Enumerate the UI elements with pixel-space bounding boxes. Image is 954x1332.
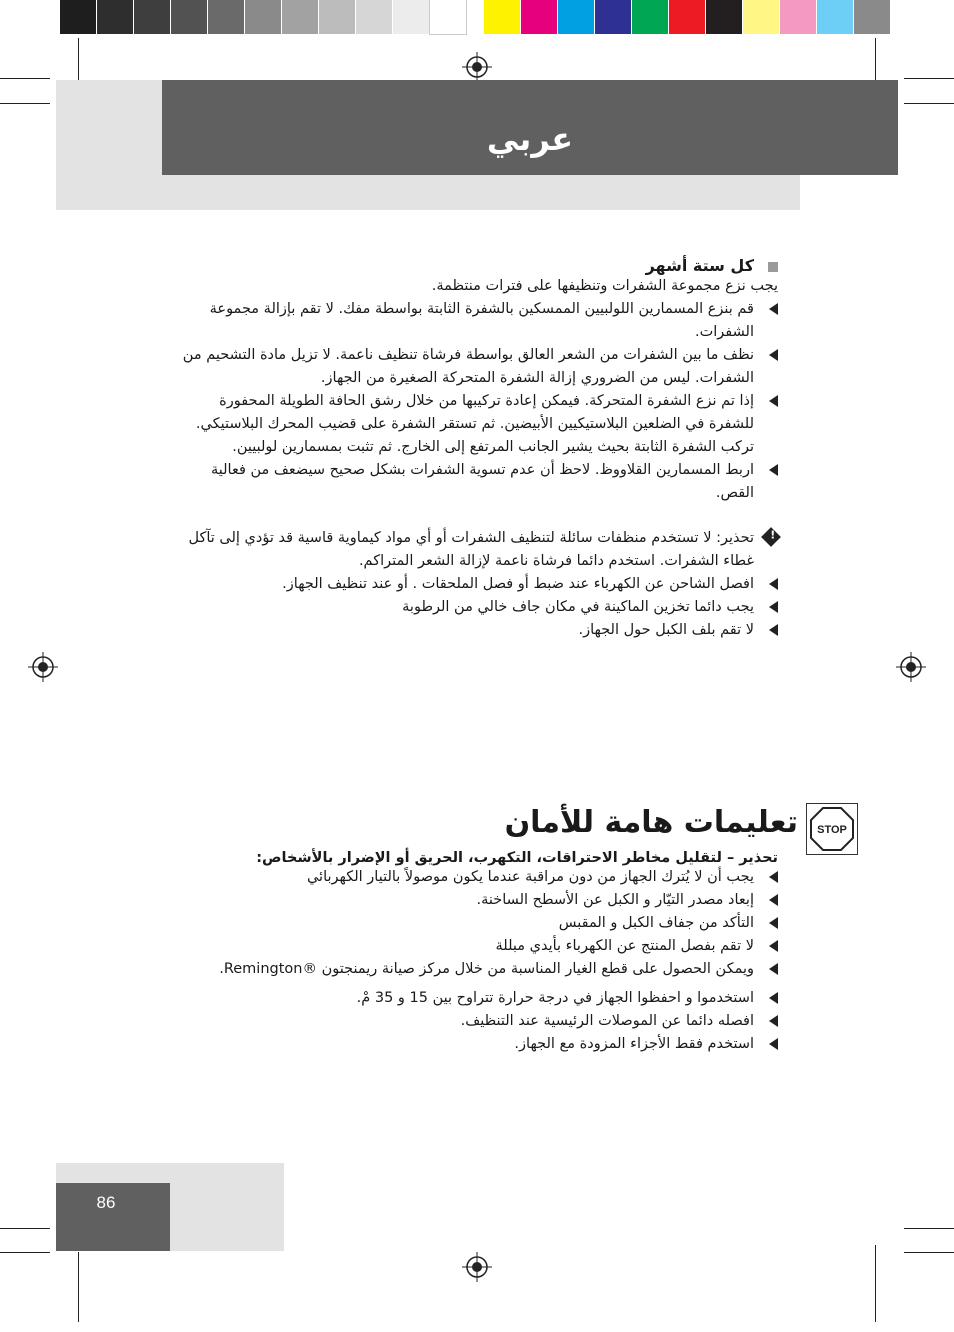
crop-mark: [0, 1228, 50, 1229]
crop-mark: [904, 1228, 954, 1229]
gray-color-bar: [60, 0, 467, 38]
safety-title: تعليمات هامة للأمان: [504, 805, 798, 840]
crop-mark: [78, 1252, 79, 1322]
list-item: لا تقم بفصل المنتج عن الكهرباء بأيدي مبللة: [178, 935, 778, 958]
gray-swatch: [282, 0, 318, 34]
gray-swatch: [60, 0, 96, 34]
crop-mark: [904, 78, 954, 79]
registration-mark-icon: [462, 1252, 492, 1282]
cleaning-title-text: كل ستة أشهر: [645, 256, 754, 275]
warning-icon: !: [761, 527, 781, 547]
process-swatch: [817, 0, 853, 34]
page-number: 86: [96, 1193, 116, 1212]
safety-warning-heading: تحذير – لتقليل مخاطر الاحتراقات، التكهرب، الحريق أو الإضرار بالأشخاص:: [256, 850, 778, 866]
crop-mark: [0, 103, 50, 104]
registration-mark-icon: [896, 652, 926, 682]
crop-mark: [904, 103, 954, 104]
language-title: عربي: [486, 120, 574, 158]
gray-swatch: [171, 0, 207, 34]
cleaning-intro: يجب نزع مجموعة الشفرات وتنظيفها على فترات منتظمة.: [431, 278, 778, 294]
arrow-bullet-icon: [769, 1015, 778, 1027]
crop-mark: [875, 1245, 876, 1322]
list-item: استخدم فقط الأجزاء المزودة مع الجهاز.: [178, 1033, 778, 1056]
list-item: التأكد من جفاف الكبل و المقبس: [178, 912, 778, 935]
process-swatch: [632, 0, 668, 34]
list-item: يجب دائما تخزين الماكينة في مكان جاف خالي من الرطوبة: [178, 596, 778, 619]
list-item: نظف ما بين الشفرات من الشعر العالق بواسطة فرشاة تنظيف ناعمة. لا تزيل مادة التشحيم من الشفرات. ليس من الضروري إزالة الشفرة المتحركة الصغيرة من الجهاز.: [178, 344, 778, 390]
process-swatch: [743, 0, 779, 34]
gray-swatch: [393, 0, 429, 34]
list-item: استخدموا و احفظوا الجهاز في درجة حرارة تتراوح بين 15 و 35 مْ.: [178, 987, 778, 1010]
gray-swatch: [134, 0, 170, 34]
cleaning-section: [178, 256, 778, 642]
arrow-bullet-icon: [769, 395, 778, 407]
list-item: يجب أن لا يُترك الجهاز من دون مراقبة عندما يكون موصولاً بالتيار الكهربائي: [178, 866, 778, 889]
list-item: اربط المسمارين القلاووظ. لاحظ أن عدم تسوية الشفرات بشكل صحيح سيضعف من فعالية القص.: [178, 459, 778, 505]
process-swatch: [780, 0, 816, 34]
gray-swatch: [97, 0, 133, 34]
list-item: افصل الشاحن عن الكهرباء عند ضبط أو فصل الملحقات . أو عند تنظيف الجهاز.: [178, 573, 778, 596]
cleaning-steps-list: [178, 298, 778, 505]
arrow-bullet-icon: [769, 1038, 778, 1050]
arrow-bullet-icon: [769, 624, 778, 636]
crop-mark: [0, 1252, 50, 1253]
arrow-bullet-icon: [769, 917, 778, 929]
cleaning-section-title: [178, 256, 778, 275]
cleaning-after-warning-list: [178, 573, 778, 642]
registration-mark-icon: [462, 52, 492, 82]
process-swatch: [854, 0, 890, 34]
arrow-bullet-icon: [769, 349, 778, 361]
square-bullet-icon: [768, 262, 778, 272]
arrow-bullet-icon: [769, 601, 778, 613]
list-item: إبعاد مصدر التيّار و الكبل عن الأسطح الساخنة.: [178, 889, 778, 912]
process-swatch: [521, 0, 557, 34]
process-swatch: [706, 0, 742, 34]
list-item: لا تقم بلف الكبل حول الجهاز.: [178, 619, 778, 642]
registration-mark-icon: [28, 652, 58, 682]
arrow-bullet-icon: [769, 303, 778, 315]
list-item: قم بنزع المسمارين اللولبيين الممسكين بالشفرة الثابتة بواسطة مفك. لا تقم بإزالة مجموعة الشفرات.: [178, 298, 778, 344]
arrow-bullet-icon: [769, 464, 778, 476]
safety-section: [178, 850, 778, 1056]
crop-mark: [904, 1252, 954, 1253]
arrow-bullet-icon: [769, 578, 778, 590]
gray-swatch: [356, 0, 392, 34]
list-item: افصله دائما عن الموصلات الرئيسية عند التنظيف.: [178, 1010, 778, 1033]
crop-mark: [0, 78, 50, 79]
process-swatch: [595, 0, 631, 34]
list-item: إذا تم نزع الشفرة المتحركة. فيمكن إعادة تركيبها من خلال رشق الحافة الطويلة المحفورة للشفرة في الضلعين البلاستيكيين الأبيضين. ثم تستقر الشفرة على قضيب المحرك البلاستيكي. تركب الشفرة الثابتة بحيث يشير الجانب المرتفع إلى الخارج. ثم تثبت بمسمارين لولبيين.: [178, 390, 778, 459]
gray-swatch: [245, 0, 281, 34]
stop-label: STOP: [817, 824, 847, 836]
gray-swatch: [430, 0, 466, 34]
safety-list: [178, 866, 778, 1056]
arrow-bullet-icon: [769, 894, 778, 906]
arrow-bullet-icon: [769, 871, 778, 883]
gray-swatch: [319, 0, 355, 34]
process-swatch: [484, 0, 520, 34]
arrow-bullet-icon: [769, 963, 778, 975]
stop-sign-icon: [806, 803, 858, 855]
gray-swatch: [208, 0, 244, 34]
process-swatch: [558, 0, 594, 34]
list-item: ويمكن الحصول على قطع الغيار المناسبة من خلال مركز صيانة ريمنجتون ®Remington.: [178, 958, 778, 981]
arrow-bullet-icon: [769, 940, 778, 952]
process-color-bar: [484, 0, 891, 38]
cleaning-warning: ! تحذير: لا تستخدم منظفات سائلة لتنظيف الشفرات أو أي مواد كيماوية قاسية قد تؤدي إلى تآكل غطاء الشفرات. استخدم دائما فرشاة ناعمة لإزالة الشعر المتراكم.: [178, 527, 778, 573]
arrow-bullet-icon: [769, 992, 778, 1004]
process-swatch: [669, 0, 705, 34]
